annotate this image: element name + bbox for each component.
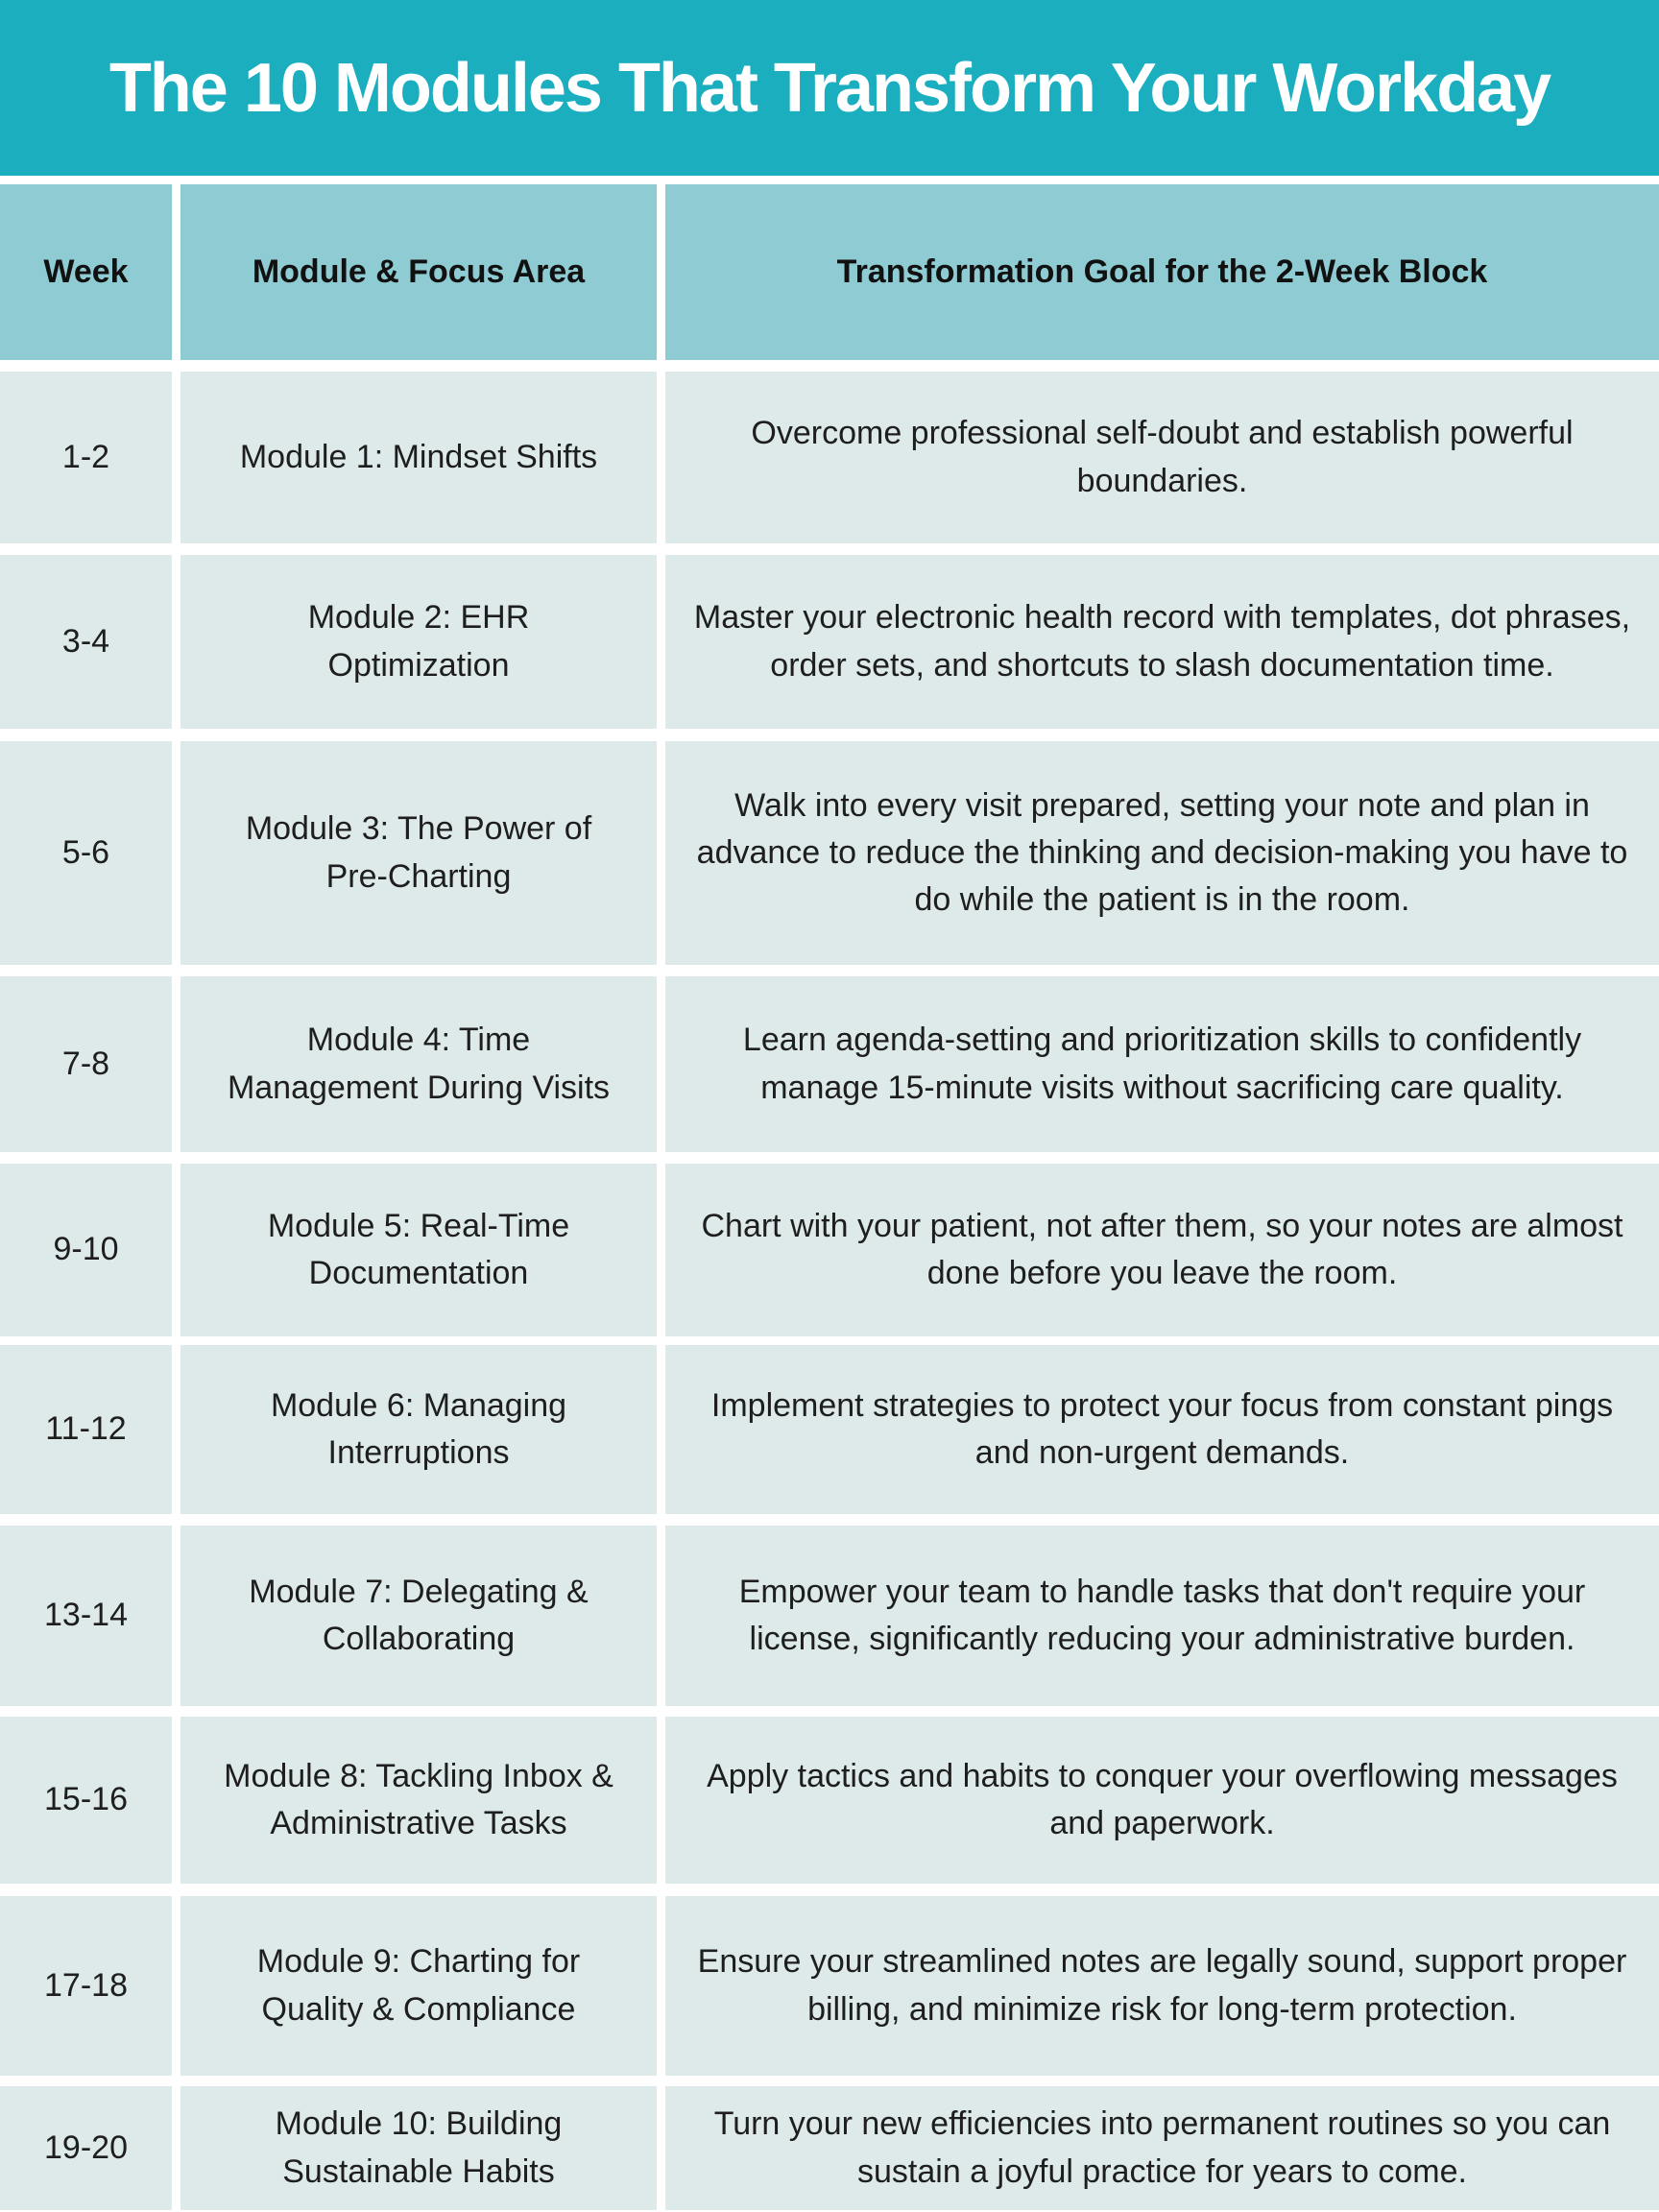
module-cell: Module 4: Time Management During Visits <box>180 976 657 1152</box>
column-header-goal: Transformation Goal for the 2-Week Block <box>665 184 1659 360</box>
modules-table <box>0 184 1659 2210</box>
table-row <box>0 1717 1659 1884</box>
table-row <box>0 555 1659 729</box>
page-title: The 10 Modules That Transform Your Workday <box>108 49 1551 127</box>
goal-cell: Walk into every visit prepared, setting your note and plan in advance to reduce the thinking and decision-making you have to do while the patient is in the room. <box>665 741 1659 965</box>
module-cell: Module 2: EHR Optimization <box>180 555 657 729</box>
module-cell: Module 10: Building Sustainable Habits <box>180 2086 657 2210</box>
title-banner <box>0 0 1659 176</box>
goal-cell: Learn agenda-setting and prioritization skills to confidently manage 15-minute visits without sacrificing care quality. <box>665 976 1659 1152</box>
table-row <box>0 976 1659 1152</box>
goal-cell: Master your electronic health record with templates, dot phrases, order sets, and shortcuts to slash documentation time. <box>665 555 1659 729</box>
goal-cell: Apply tactics and habits to conquer your overflowing messages and paperwork. <box>665 1717 1659 1884</box>
week-cell: 1-2 <box>0 372 172 543</box>
table-row <box>0 2086 1659 2210</box>
table-body <box>0 372 1659 2210</box>
module-cell: Module 9: Charting for Quality & Compliance <box>180 1896 657 2076</box>
goal-cell: Ensure your streamlined notes are legally sound, support proper billing, and minimize risk for long-term protection. <box>665 1896 1659 2076</box>
table-row <box>0 1164 1659 1336</box>
table-row <box>0 1526 1659 1706</box>
goal-cell: Empower your team to handle tasks that don't require your license, significantly reducing your administrative burden. <box>665 1526 1659 1706</box>
week-cell: 11-12 <box>0 1345 172 1514</box>
module-cell: Module 7: Delegating & Collaborating <box>180 1526 657 1706</box>
column-header-module: Module & Focus Area <box>180 184 657 360</box>
table-row <box>0 741 1659 965</box>
week-cell: 9-10 <box>0 1164 172 1336</box>
table-header-row <box>0 184 1659 360</box>
table-row <box>0 1345 1659 1514</box>
module-cell: Module 3: The Power of Pre-Charting <box>180 741 657 965</box>
week-cell: 13-14 <box>0 1526 172 1706</box>
week-cell: 19-20 <box>0 2086 172 2210</box>
module-cell: Module 5: Real-Time Documentation <box>180 1164 657 1336</box>
week-cell: 7-8 <box>0 976 172 1152</box>
goal-cell: Implement strategies to protect your focus from constant pings and non-urgent demands. <box>665 1345 1659 1514</box>
module-cell: Module 8: Tackling Inbox & Administrative Tasks <box>180 1717 657 1884</box>
column-header-week: Week <box>0 184 172 360</box>
week-cell: 15-16 <box>0 1717 172 1884</box>
table-row <box>0 1896 1659 2076</box>
week-cell: 5-6 <box>0 741 172 965</box>
goal-cell: Chart with your patient, not after them, so your notes are almost done before you leave the room. <box>665 1164 1659 1336</box>
week-cell: 3-4 <box>0 555 172 729</box>
module-cell: Module 1: Mindset Shifts <box>180 372 657 543</box>
table-row <box>0 372 1659 543</box>
week-cell: 17-18 <box>0 1896 172 2076</box>
module-cell: Module 6: Managing Interruptions <box>180 1345 657 1514</box>
goal-cell: Overcome professional self-doubt and establish powerful boundaries. <box>665 372 1659 543</box>
goal-cell: Turn your new efficiencies into permanent routines so you can sustain a joyful practice for years to come. <box>665 2086 1659 2210</box>
